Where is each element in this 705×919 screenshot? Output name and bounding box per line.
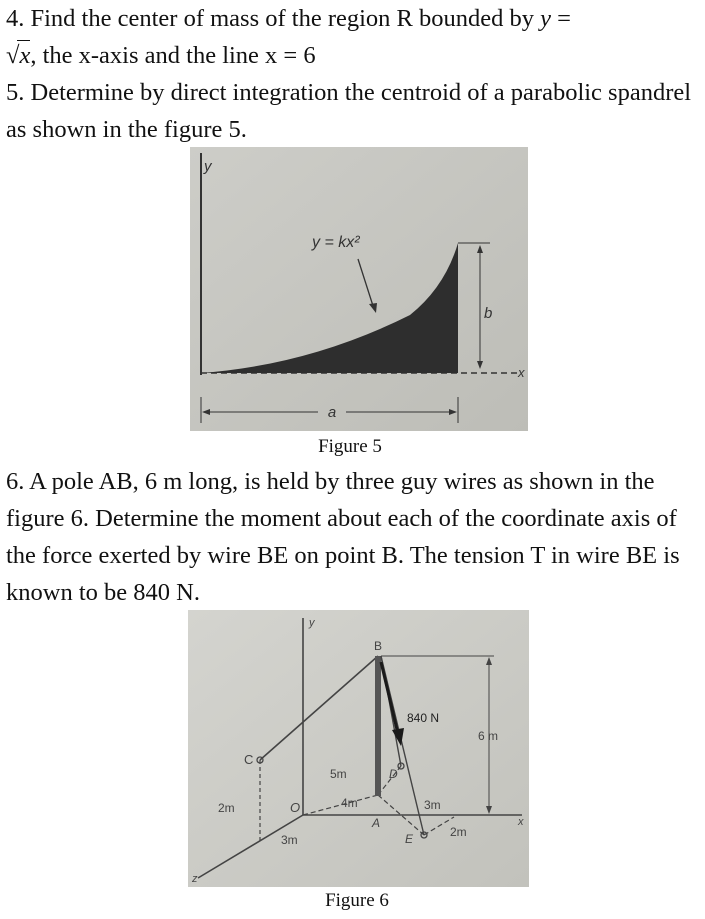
fig6-point-E: E [405, 832, 414, 846]
fig5-dim-b: b [484, 305, 493, 322]
fig5-x-label: x [518, 365, 525, 380]
fig6-dim-4m: 4m [341, 796, 358, 810]
figure-6-drawing [188, 610, 529, 887]
figure-6 [188, 610, 529, 887]
question-4 [6, 0, 705, 74]
fig6-point-A: A [372, 816, 381, 830]
question-4-line2: , the x-axis and the line x = 6 [30, 42, 316, 69]
fig6-point-C: C [244, 752, 254, 767]
fig6-dim-3m-bottom: 3m [281, 833, 298, 847]
sqrt-expression [6, 37, 30, 74]
fig6-dim-2m-right: 2m [450, 825, 467, 839]
fig6-dim-3m-right: 3m [424, 798, 441, 812]
x-variable: x [19, 42, 31, 69]
question-6: 6. A pole AB, 6 m long, is held by three guy wires as shown in the figure 6. Determine the moment about each of the coordinate axis of the force exerted by wire BE on point B. The tension T in wire BE is known to be 840 N. [6, 468, 680, 606]
y-variable: y [540, 5, 552, 32]
radical-sign: √ [6, 42, 20, 69]
fig6-dim-2m-left: 2m [218, 801, 235, 815]
figure-5-drawing [190, 147, 528, 431]
fig6-z-label: z [192, 873, 198, 885]
fig6-point-O: O [290, 800, 301, 815]
fig6-dim-6m: 6 m [478, 729, 499, 743]
fig6-dim-5m: 5m [330, 767, 347, 781]
radical-bar [17, 40, 30, 41]
fig6-point-D: D [389, 767, 398, 781]
fig6-point-B: B [374, 639, 383, 653]
figure-5-caption: Figure 5 [318, 436, 382, 457]
fig5-equation: y = kx² [312, 234, 360, 251]
fig6-x-label: x [518, 816, 524, 828]
figure-5 [190, 147, 528, 431]
fig6-y-label: y [309, 617, 315, 629]
question-4-line1: 4. Find the center of mass of the region R bounded by [6, 5, 541, 32]
fig5-dim-a: a [327, 404, 337, 421]
question-5: 5. Determine by direct integration the centroid of a parabolic spandrel as shown in the figure 5. [6, 79, 692, 143]
equals-sign: = [551, 5, 571, 32]
fig6-force-label: 840 N [407, 711, 440, 725]
figure-6-caption: Figure 6 [325, 890, 389, 911]
fig5-y-label: y [204, 158, 212, 175]
